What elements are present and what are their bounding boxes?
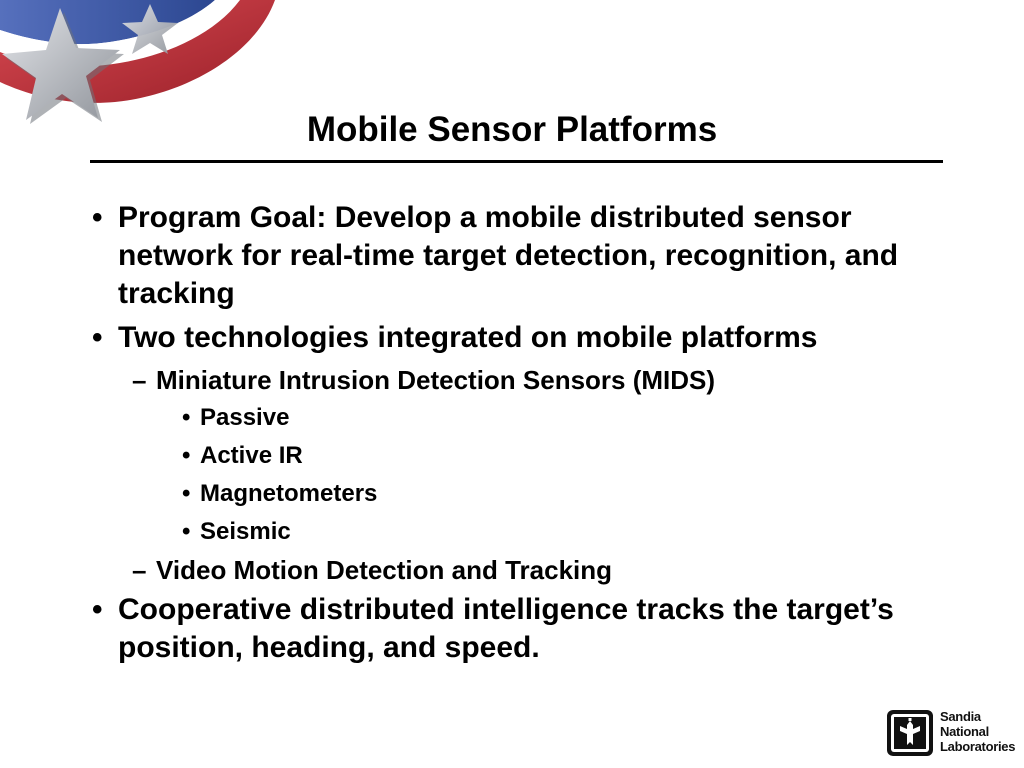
sub-bullet-text: Video Motion Detection and Tracking [156,555,613,585]
sub-sub-bullet-item [182,401,952,434]
bullet-marker: • [92,593,103,626]
bullet-marker: • [92,321,103,354]
bullet-marker: • [182,442,191,469]
sandia-thunderbird-icon [886,709,934,757]
sub-sub-bullet-text: Magnetometers [200,480,378,507]
sub-sub-bullet-item [182,515,952,548]
bullet-text: Cooperative distributed intelligence tracks the target’s position, heading, and speed. [118,593,894,664]
bullet-text: Program Goal: Develop a mobile distributed sensor network for real-time target detection, recognition, and tracking [118,201,899,310]
sub-sub-bullet-text: Passive [200,404,290,431]
bullet-marker: • [182,518,191,545]
bullet-marker: • [182,480,191,507]
sub-sub-bullet-item [182,477,952,510]
logo-line-2: National [940,724,989,739]
logo-line-1: Sandia [940,709,981,724]
bullet-marker: • [182,404,191,431]
bullet-text: Two technologies integrated on mobile platforms [118,321,818,354]
dash-marker: – [132,555,147,585]
sub-bullet-item [132,553,952,588]
slide-title: Mobile Sensor Platforms [306,110,718,149]
logo-line-3: Laboratories [940,739,1016,754]
sub-sub-bullet-item [182,439,952,472]
sub-bullet-text: Miniature Intrusion Detection Sensors (MIDS) [156,365,716,395]
bullet-list [92,199,952,673]
bullet-marker: • [92,201,103,234]
sandia-logo [886,707,1014,759]
sub-sub-bullet-text: Active IR [200,442,303,469]
sub-bullet-item [132,363,952,398]
bullet-item [92,319,952,357]
title-underline [90,160,943,163]
bullet-item [92,591,952,667]
dash-marker: – [132,365,147,395]
bullet-item [92,199,952,313]
sub-sub-bullet-text: Seismic [200,518,291,545]
